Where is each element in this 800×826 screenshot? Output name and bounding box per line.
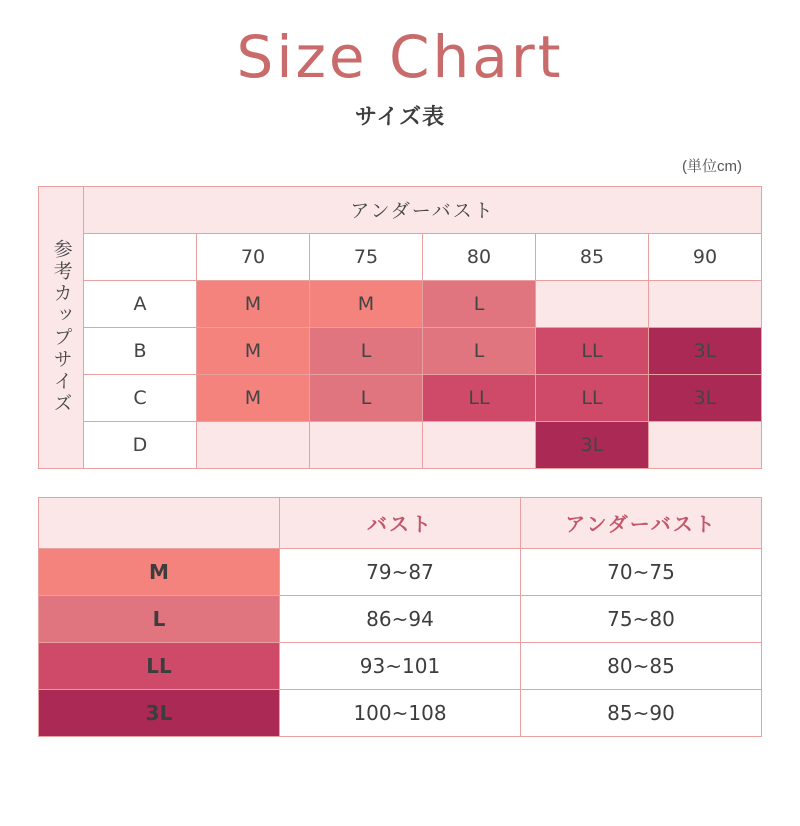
- column-header-85: 85: [536, 233, 649, 280]
- column-group-label: アンダーバスト: [84, 186, 762, 233]
- size-measurements-table-wrap: [38, 497, 762, 737]
- cell-c-85: LL: [536, 374, 649, 421]
- cell-b-85: LL: [536, 327, 649, 374]
- row-group-label: [39, 186, 84, 468]
- bust-value-ll: 93~101: [280, 642, 521, 689]
- bust-value-l: 86~94: [280, 595, 521, 642]
- cup-label-b: B: [84, 327, 197, 374]
- size-chart-page: [0, 23, 800, 826]
- cup-label-c: C: [84, 374, 197, 421]
- cell-d-80: [423, 421, 536, 468]
- row-group-label-text: 参考カップサイズ: [50, 239, 72, 416]
- table-row: [39, 421, 762, 468]
- cell-d-90: [649, 421, 762, 468]
- underbust-value-ll: 80~85: [521, 642, 762, 689]
- table-row: [39, 642, 762, 689]
- cell-d-85: 3L: [536, 421, 649, 468]
- cup-underbust-table: [38, 186, 762, 469]
- column-header-80: 80: [423, 233, 536, 280]
- underbust-value-m: 70~75: [521, 548, 762, 595]
- cell-a-70: M: [197, 280, 310, 327]
- cell-c-70: M: [197, 374, 310, 421]
- bust-column-header: バスト: [280, 497, 521, 548]
- size-label-3l: 3L: [39, 689, 280, 736]
- table-row: [39, 374, 762, 421]
- cell-d-70: [197, 421, 310, 468]
- table-row: [39, 280, 762, 327]
- cup-label-d: D: [84, 421, 197, 468]
- cell-c-80: LL: [423, 374, 536, 421]
- cell-a-85: [536, 280, 649, 327]
- cell-c-75: L: [310, 374, 423, 421]
- bust-value-3l: 100~108: [280, 689, 521, 736]
- cup-underbust-table-wrap: [38, 186, 762, 469]
- size-column-header: [39, 497, 280, 548]
- cell-b-90: 3L: [649, 327, 762, 374]
- page-title: Size Chart: [236, 23, 564, 91]
- cell-b-70: M: [197, 327, 310, 374]
- unit-note: (単位cm): [682, 157, 742, 175]
- bust-value-m: 79~87: [280, 548, 521, 595]
- table-row: [39, 327, 762, 374]
- cell-a-90: [649, 280, 762, 327]
- cell-b-80: L: [423, 327, 536, 374]
- underbust-value-l: 75~80: [521, 595, 762, 642]
- table-header-row: [39, 497, 762, 548]
- table-row: [39, 595, 762, 642]
- table-row: [39, 689, 762, 736]
- corner-cell: [84, 233, 197, 280]
- page-subtitle: サイズ表: [354, 103, 446, 129]
- column-header-75: 75: [310, 233, 423, 280]
- cell-a-75: M: [310, 280, 423, 327]
- table-row: [39, 233, 762, 280]
- table-row: [39, 186, 762, 233]
- column-header-90: 90: [649, 233, 762, 280]
- cell-c-90: 3L: [649, 374, 762, 421]
- cell-d-75: [310, 421, 423, 468]
- size-label-m: M: [39, 548, 280, 595]
- size-label-ll: LL: [39, 642, 280, 689]
- underbust-column-header: アンダーバスト: [521, 497, 762, 548]
- underbust-value-3l: 85~90: [521, 689, 762, 736]
- size-label-l: L: [39, 595, 280, 642]
- table-row: [39, 548, 762, 595]
- cell-b-75: L: [310, 327, 423, 374]
- cup-label-a: A: [84, 280, 197, 327]
- column-header-70: 70: [197, 233, 310, 280]
- cell-a-80: L: [423, 280, 536, 327]
- size-measurements-table: [38, 497, 762, 737]
